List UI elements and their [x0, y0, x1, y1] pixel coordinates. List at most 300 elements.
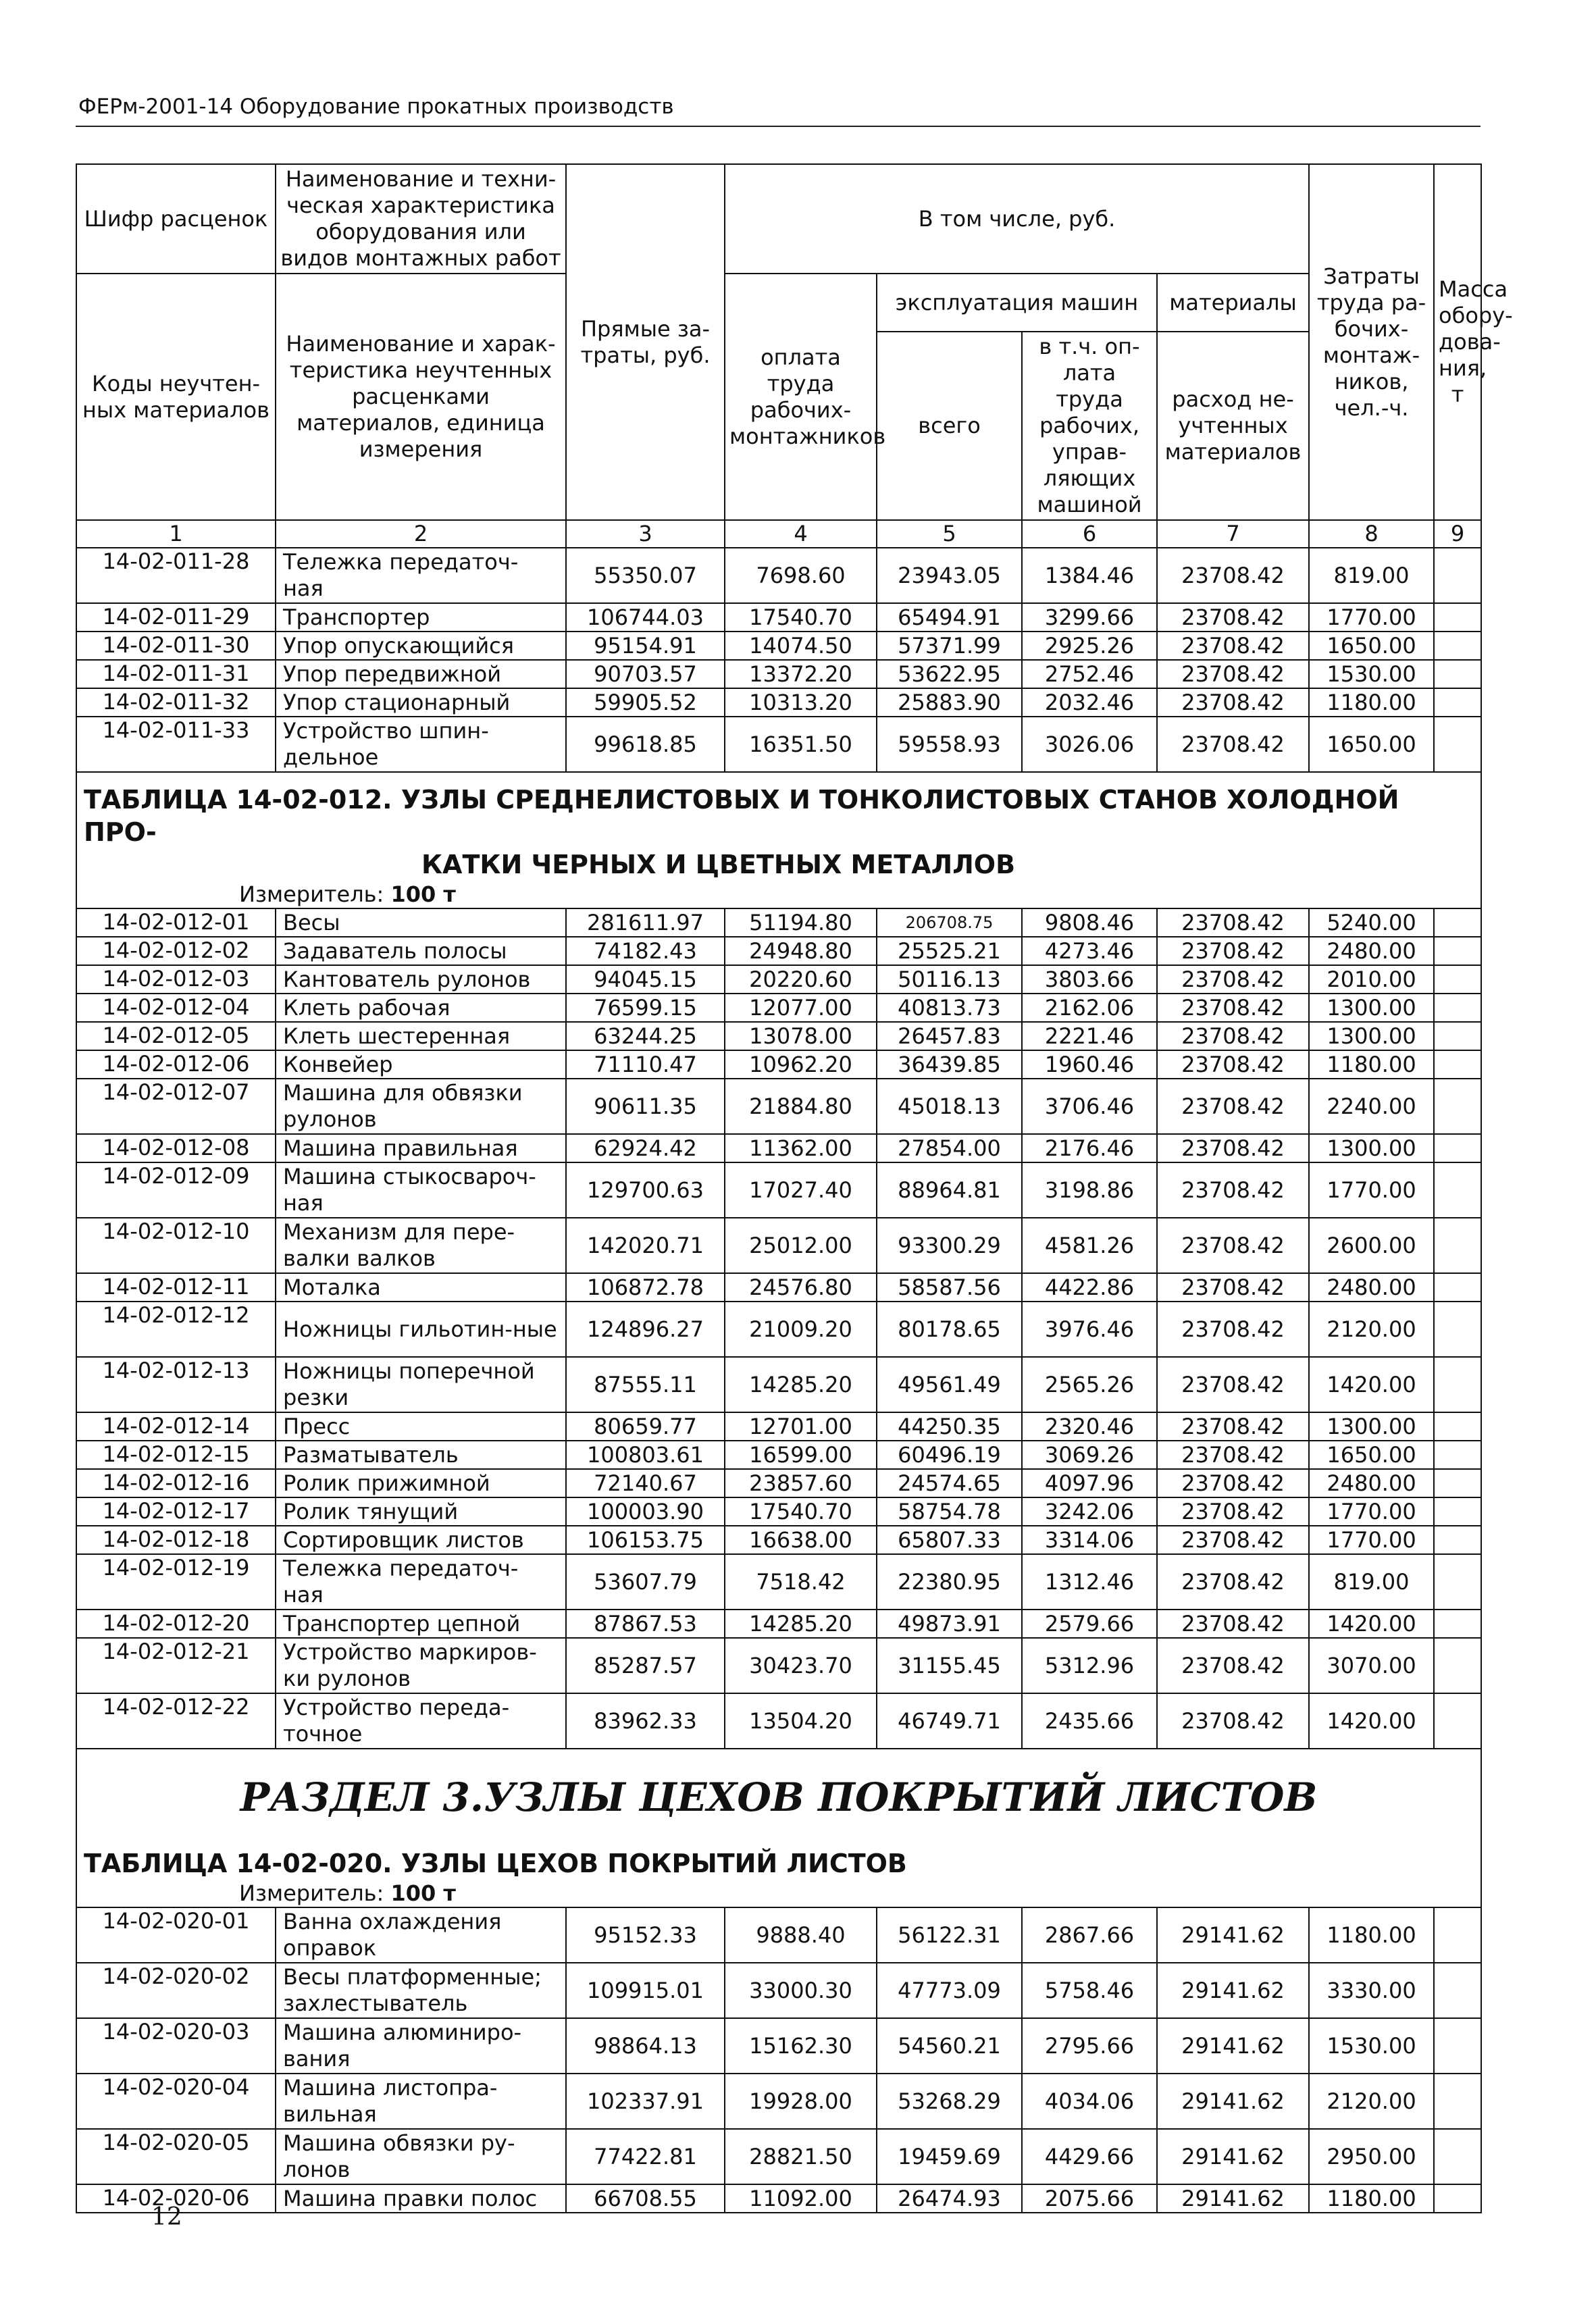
- rate-code: 14-02-012-22: [76, 1693, 276, 1749]
- equipment-mass: [1434, 908, 1481, 937]
- installer-wages: 13504.20: [725, 1693, 877, 1749]
- header-row-1: [76, 164, 1481, 274]
- machine-operator-wages: 2795.66: [1022, 2018, 1157, 2074]
- machine-operator-wages: 2579.66: [1022, 1610, 1157, 1638]
- document-header: ФЕРм-2001-14 Оборудование прокатных производств: [78, 95, 674, 119]
- direct-costs: 281611.97: [566, 908, 725, 937]
- labor-hours: 1650.00: [1309, 717, 1434, 772]
- machines-total: 49873.91: [877, 1610, 1022, 1638]
- rate-name: Тележка передаточ-ная: [276, 1554, 566, 1610]
- machine-operator-wages: 1960.46: [1022, 1050, 1157, 1079]
- rate-name: Клеть рабочая: [276, 994, 566, 1022]
- table-row: [76, 2074, 1481, 2129]
- machines-total: 25883.90: [877, 688, 1022, 717]
- rate-name: Машина листопра-вильная: [276, 2074, 566, 2129]
- labor-hours: 1300.00: [1309, 1134, 1434, 1162]
- col-machines-total: всего: [877, 332, 1022, 520]
- col-mass: Масса обору-дова-ния, т: [1434, 164, 1481, 520]
- table-row: [76, 548, 1481, 603]
- rate-name: Клеть шестеренная: [276, 1022, 566, 1050]
- installer-wages: 16599.00: [725, 1441, 877, 1469]
- table-row: [76, 688, 1481, 717]
- table-row: [76, 1162, 1481, 1218]
- equipment-mass: [1434, 1079, 1481, 1134]
- table-row: [76, 1302, 1481, 1357]
- col-number: 8: [1309, 520, 1434, 548]
- direct-costs: 90611.35: [566, 1079, 725, 1134]
- equipment-mass: [1434, 2184, 1481, 2213]
- rate-name: Машина правки полос: [276, 2184, 566, 2213]
- equipment-mass: [1434, 688, 1481, 717]
- rate-code: 14-02-011-31: [76, 660, 276, 688]
- rate-name: Механизм для пере-валки валков: [276, 1218, 566, 1273]
- machines-total: 40813.73: [877, 994, 1022, 1022]
- direct-costs: 98864.13: [566, 2018, 725, 2074]
- col-incl: В том числе, руб.: [725, 164, 1309, 274]
- installer-wages: 9888.40: [725, 1907, 877, 1963]
- machine-operator-wages: 4034.06: [1022, 2074, 1157, 2129]
- installer-wages: 12077.00: [725, 994, 877, 1022]
- machines-total: 47773.09: [877, 1963, 1022, 2018]
- direct-costs: 55350.07: [566, 548, 725, 603]
- direct-costs: 90703.57: [566, 660, 725, 688]
- col-number: 1: [76, 520, 276, 548]
- equipment-mass: [1434, 1302, 1481, 1357]
- labor-hours: 1180.00: [1309, 688, 1434, 717]
- machine-operator-wages: 3069.26: [1022, 1441, 1157, 1469]
- materials: 23708.42: [1157, 1134, 1309, 1162]
- table-row: [76, 1134, 1481, 1162]
- installer-wages: 10962.20: [725, 1050, 877, 1079]
- table-row: [76, 1693, 1481, 1749]
- direct-costs: 95152.33: [566, 1907, 725, 1963]
- rates-table: [76, 163, 1513, 2213]
- table-row: [76, 1357, 1481, 1412]
- installer-wages: 30423.70: [725, 1638, 877, 1693]
- rate-name: Устройство маркиров-ки рулонов: [276, 1638, 566, 1693]
- machine-operator-wages: 3242.06: [1022, 1497, 1157, 1526]
- equipment-mass: [1434, 1693, 1481, 1749]
- machines-total: 53268.29: [877, 2074, 1022, 2129]
- rate-code: 14-02-012-09: [76, 1162, 276, 1218]
- rate-code: 14-02-012-21: [76, 1638, 276, 1693]
- rate-name: Транспортер: [276, 603, 566, 632]
- rate-code: 14-02-020-03: [76, 2018, 276, 2074]
- machine-operator-wages: 5758.46: [1022, 1963, 1157, 2018]
- labor-hours: 2950.00: [1309, 2129, 1434, 2184]
- meter-label: Измеритель:: [239, 881, 384, 907]
- rate-code: 14-02-012-08: [76, 1134, 276, 1162]
- col-materials: материалы: [1157, 274, 1309, 332]
- machines-total: 93300.29: [877, 1218, 1022, 1273]
- header-row-2: [76, 274, 1481, 332]
- machines-total: 65494.91: [877, 603, 1022, 632]
- materials: 23708.42: [1157, 632, 1309, 660]
- materials: 29141.62: [1157, 1963, 1309, 2018]
- equipment-mass: [1434, 717, 1481, 772]
- machines-total: 65807.33: [877, 1526, 1022, 1554]
- labor-hours: 819.00: [1309, 1554, 1434, 1610]
- machines-total: 26457.83: [877, 1022, 1022, 1050]
- materials: 23708.42: [1157, 965, 1309, 994]
- labor-hours: 1770.00: [1309, 603, 1434, 632]
- labor-hours: 2480.00: [1309, 1273, 1434, 1302]
- table-020-title: ТАБЛИЦА 14-02-020. УЗЛЫ ЦЕХОВ ПОКРЫТИЙ ЛИСТОВ: [84, 1849, 907, 1878]
- machine-operator-wages: 1312.46: [1022, 1554, 1157, 1610]
- meter-label: Измеритель:: [239, 1880, 384, 1906]
- machines-total: 31155.45: [877, 1638, 1022, 1693]
- labor-hours: 2480.00: [1309, 1469, 1434, 1497]
- table-row: [76, 1638, 1481, 1693]
- machine-operator-wages: 2032.46: [1022, 688, 1157, 717]
- column-numbers-row: [76, 520, 1481, 548]
- rate-name: Сортировщик листов: [276, 1526, 566, 1554]
- rate-code: 14-02-011-29: [76, 603, 276, 632]
- rate-name: Кантователь рулонов: [276, 965, 566, 994]
- table-body: [76, 164, 1513, 2213]
- rate-name: Ножницы гильотин-ные: [276, 1302, 566, 1357]
- col-number: 7: [1157, 520, 1309, 548]
- rate-code: 14-02-012-19: [76, 1554, 276, 1610]
- labor-hours: 1650.00: [1309, 1441, 1434, 1469]
- rate-code: 14-02-012-11: [76, 1273, 276, 1302]
- labor-hours: 1300.00: [1309, 1022, 1434, 1050]
- rate-code: 14-02-012-01: [76, 908, 276, 937]
- rate-name: Конвейер: [276, 1050, 566, 1079]
- col-machines: эксплуатация машин: [877, 274, 1157, 332]
- table-row: [76, 1273, 1481, 1302]
- direct-costs: 100803.61: [566, 1441, 725, 1469]
- direct-costs: 106153.75: [566, 1526, 725, 1554]
- machine-operator-wages: 3198.86: [1022, 1162, 1157, 1218]
- materials: 23708.42: [1157, 717, 1309, 772]
- machines-total: 36439.85: [877, 1050, 1022, 1079]
- installer-wages: 15162.30: [725, 2018, 877, 2074]
- installer-wages: 14285.20: [725, 1610, 877, 1638]
- equipment-mass: [1434, 1050, 1481, 1079]
- table-row: [76, 937, 1481, 965]
- direct-costs: 124896.27: [566, 1302, 725, 1357]
- table-012-title-row: [76, 772, 1481, 908]
- machine-operator-wages: 4581.26: [1022, 1218, 1157, 1273]
- equipment-mass: [1434, 994, 1481, 1022]
- rate-code: 14-02-012-10: [76, 1218, 276, 1273]
- labor-hours: 1180.00: [1309, 2184, 1434, 2213]
- machine-operator-wages: 2075.66: [1022, 2184, 1157, 2213]
- rate-name: Ролик прижимной: [276, 1469, 566, 1497]
- installer-wages: 20220.60: [725, 965, 877, 994]
- labor-hours: 3330.00: [1309, 1963, 1434, 2018]
- equipment-mass: [1434, 2074, 1481, 2129]
- materials: 23708.42: [1157, 688, 1309, 717]
- materials: 29141.62: [1157, 2018, 1309, 2074]
- materials: 23708.42: [1157, 1610, 1309, 1638]
- installer-wages: 13078.00: [725, 1022, 877, 1050]
- table-row: [76, 2018, 1481, 2074]
- materials: 23708.42: [1157, 1218, 1309, 1273]
- col-labor: Затраты труда ра-бочих-монтаж-ников, чел.-ч.: [1309, 164, 1434, 520]
- installer-wages: 11362.00: [725, 1134, 877, 1162]
- machine-operator-wages: 1384.46: [1022, 548, 1157, 603]
- materials: 23708.42: [1157, 1302, 1309, 1357]
- machine-operator-wages: 3976.46: [1022, 1302, 1157, 1357]
- rate-name: Тележка передаточ-ная: [276, 548, 566, 603]
- machine-operator-wages: 2752.46: [1022, 660, 1157, 688]
- machine-operator-wages: 5312.96: [1022, 1638, 1157, 1693]
- direct-costs: 102337.91: [566, 2074, 725, 2129]
- rate-code: 14-02-012-15: [76, 1441, 276, 1469]
- machine-operator-wages: 9808.46: [1022, 908, 1157, 937]
- labor-hours: 1180.00: [1309, 1907, 1434, 1963]
- rate-code: 14-02-020-06: [76, 2184, 276, 2213]
- rate-name: Упор передвижной: [276, 660, 566, 688]
- materials: 29141.62: [1157, 2074, 1309, 2129]
- materials: 23708.42: [1157, 1638, 1309, 1693]
- materials: 29141.62: [1157, 2184, 1309, 2213]
- installer-wages: 17540.70: [725, 603, 877, 632]
- direct-costs: 63244.25: [566, 1022, 725, 1050]
- direct-costs: 59905.52: [566, 688, 725, 717]
- installer-wages: 19928.00: [725, 2074, 877, 2129]
- equipment-mass: [1434, 1162, 1481, 1218]
- installer-wages: 51194.80: [725, 908, 877, 937]
- materials: 23708.42: [1157, 603, 1309, 632]
- installer-wages: 25012.00: [725, 1218, 877, 1273]
- table-row: [76, 2184, 1481, 2213]
- direct-costs: 106744.03: [566, 603, 725, 632]
- machines-total: 19459.69: [877, 2129, 1022, 2184]
- labor-hours: 2480.00: [1309, 937, 1434, 965]
- rate-name: Машина алюминиро-вания: [276, 2018, 566, 2074]
- rate-name: Машина стыкосвароч-ная: [276, 1162, 566, 1218]
- rate-name: Машина обвязки ру-лонов: [276, 2129, 566, 2184]
- equipment-mass: [1434, 660, 1481, 688]
- labor-hours: 1300.00: [1309, 1412, 1434, 1441]
- table-row: [76, 1022, 1481, 1050]
- materials: 23708.42: [1157, 1497, 1309, 1526]
- table-row: [76, 717, 1481, 772]
- machines-total: 206708.75: [877, 908, 1022, 937]
- table-row: [76, 1218, 1481, 1273]
- col-number: 2: [276, 520, 566, 548]
- rate-name: Моталка: [276, 1273, 566, 1302]
- installer-wages: 23857.60: [725, 1469, 877, 1497]
- direct-costs: 99618.85: [566, 717, 725, 772]
- rate-code: 14-02-012-13: [76, 1357, 276, 1412]
- table-row: [76, 1497, 1481, 1526]
- table-row: [76, 1469, 1481, 1497]
- table-row: [76, 2129, 1481, 2184]
- table-row: [76, 632, 1481, 660]
- page-number: 12: [151, 2203, 182, 2231]
- machines-total: 54560.21: [877, 2018, 1022, 2074]
- materials: 23708.42: [1157, 1693, 1309, 1749]
- rate-name: Транспортер цепной: [276, 1610, 566, 1638]
- machines-total: 60496.19: [877, 1441, 1022, 1469]
- equipment-mass: [1434, 937, 1481, 965]
- machine-operator-wages: 2925.26: [1022, 632, 1157, 660]
- equipment-mass: [1434, 1497, 1481, 1526]
- machines-total: 27854.00: [877, 1134, 1022, 1162]
- direct-costs: 53607.79: [566, 1554, 725, 1610]
- direct-costs: 76599.15: [566, 994, 725, 1022]
- direct-costs: 87867.53: [566, 1610, 725, 1638]
- direct-costs: 72140.67: [566, 1469, 725, 1497]
- machine-operator-wages: 3314.06: [1022, 1526, 1157, 1554]
- labor-hours: 1650.00: [1309, 632, 1434, 660]
- rate-name: Ванна охлаждения оправок: [276, 1907, 566, 1963]
- equipment-mass: [1434, 1273, 1481, 1302]
- labor-hours: 1420.00: [1309, 1693, 1434, 1749]
- rate-code: 14-02-020-04: [76, 2074, 276, 2129]
- machines-total: 53622.95: [877, 660, 1022, 688]
- table-012-meter: [84, 881, 1474, 908]
- equipment-mass: [1434, 632, 1481, 660]
- table-row: [76, 908, 1481, 937]
- installer-wages: 10313.20: [725, 688, 877, 717]
- machine-operator-wages: 4429.66: [1022, 2129, 1157, 2184]
- installer-wages: 33000.30: [725, 1963, 877, 2018]
- installer-wages: 12701.00: [725, 1412, 877, 1441]
- equipment-mass: [1434, 1357, 1481, 1412]
- labor-hours: 1770.00: [1309, 1497, 1434, 1526]
- table-row: [76, 1610, 1481, 1638]
- rate-name: Машина правильная: [276, 1134, 566, 1162]
- table-row: [76, 1050, 1481, 1079]
- rate-name: Задаватель полосы: [276, 937, 566, 965]
- installer-wages: 13372.20: [725, 660, 877, 688]
- installer-wages: 11092.00: [725, 2184, 877, 2213]
- equipment-mass: [1434, 1022, 1481, 1050]
- installer-wages: 17540.70: [725, 1497, 877, 1526]
- machines-total: 58587.56: [877, 1273, 1022, 1302]
- rate-code: 14-02-012-20: [76, 1610, 276, 1638]
- machine-operator-wages: 4273.46: [1022, 937, 1157, 965]
- installer-wages: 17027.40: [725, 1162, 877, 1218]
- machines-total: 49561.49: [877, 1357, 1022, 1412]
- materials: 23708.42: [1157, 1022, 1309, 1050]
- rate-code: 14-02-020-01: [76, 1907, 276, 1963]
- table-row: [76, 603, 1481, 632]
- labor-hours: 1420.00: [1309, 1610, 1434, 1638]
- table-row: [76, 965, 1481, 994]
- equipment-mass: [1434, 2129, 1481, 2184]
- rate-code: 14-02-020-02: [76, 1963, 276, 2018]
- direct-costs: 85287.57: [566, 1638, 725, 1693]
- rate-code: 14-02-012-14: [76, 1412, 276, 1441]
- machines-total: 59558.93: [877, 717, 1022, 772]
- labor-hours: 5240.00: [1309, 908, 1434, 937]
- rate-code: 14-02-012-17: [76, 1497, 276, 1526]
- machines-total: 26474.93: [877, 2184, 1022, 2213]
- rate-code: 14-02-011-30: [76, 632, 276, 660]
- table-row: [76, 1079, 1481, 1134]
- table-row: [76, 1412, 1481, 1441]
- rate-code: 14-02-012-03: [76, 965, 276, 994]
- installer-wages: 16638.00: [725, 1526, 877, 1554]
- materials: 23708.42: [1157, 1441, 1309, 1469]
- machine-operator-wages: 3299.66: [1022, 603, 1157, 632]
- materials: 23708.42: [1157, 994, 1309, 1022]
- section-3-row: [76, 1749, 1481, 1907]
- installer-wages: 21009.20: [725, 1302, 877, 1357]
- equipment-mass: [1434, 1218, 1481, 1273]
- equipment-mass: [1434, 1441, 1481, 1469]
- installer-wages: 28821.50: [725, 2129, 877, 2184]
- direct-costs: 142020.71: [566, 1218, 725, 1273]
- table-012-title: [84, 773, 1474, 881]
- installer-wages: 7518.42: [725, 1554, 877, 1610]
- rate-name: Ролик тянущий: [276, 1497, 566, 1526]
- equipment-mass: [1434, 1963, 1481, 2018]
- machines-total: 25525.21: [877, 937, 1022, 965]
- machine-operator-wages: 3026.06: [1022, 717, 1157, 772]
- installer-wages: 24948.80: [725, 937, 877, 965]
- equipment-mass: [1434, 1469, 1481, 1497]
- installer-wages: 14074.50: [725, 632, 877, 660]
- direct-costs: 109915.01: [566, 1963, 725, 2018]
- rate-name: Упор опускающийся: [276, 632, 566, 660]
- equipment-mass: [1434, 2018, 1481, 2074]
- col-number: 4: [725, 520, 877, 548]
- rate-code: 14-02-012-04: [76, 994, 276, 1022]
- table-020-meter: [84, 1880, 1474, 1907]
- equipment-mass: [1434, 1412, 1481, 1441]
- direct-costs: 77422.81: [566, 2129, 725, 2184]
- machines-total: 56122.31: [877, 1907, 1022, 1963]
- machines-total: 50116.13: [877, 965, 1022, 994]
- installer-wages: 16351.50: [725, 717, 877, 772]
- materials: 23708.42: [1157, 937, 1309, 965]
- materials: 23708.42: [1157, 1357, 1309, 1412]
- machine-operator-wages: 4422.86: [1022, 1273, 1157, 1302]
- direct-costs: 74182.43: [566, 937, 725, 965]
- labor-hours: 2120.00: [1309, 2074, 1434, 2129]
- direct-costs: 80659.77: [566, 1412, 725, 1441]
- equipment-mass: [1434, 603, 1481, 632]
- rate-name: Упор стационарный: [276, 688, 566, 717]
- machines-total: 44250.35: [877, 1412, 1022, 1441]
- rate-code: 14-02-012-06: [76, 1050, 276, 1079]
- materials: 23708.42: [1157, 1554, 1309, 1610]
- labor-hours: 2240.00: [1309, 1079, 1434, 1134]
- table-row: [76, 1554, 1481, 1610]
- col-direct: Прямые за-траты, руб.: [566, 164, 725, 520]
- machine-operator-wages: 2162.06: [1022, 994, 1157, 1022]
- direct-costs: 95154.91: [566, 632, 725, 660]
- materials: 23708.42: [1157, 548, 1309, 603]
- installer-wages: 21884.80: [725, 1079, 877, 1134]
- direct-costs: 87555.11: [566, 1357, 725, 1412]
- col-number: 3: [566, 520, 725, 548]
- machine-operator-wages: 2221.46: [1022, 1022, 1157, 1050]
- labor-hours: 1770.00: [1309, 1162, 1434, 1218]
- machines-total: 88964.81: [877, 1162, 1022, 1218]
- materials: 23708.42: [1157, 1079, 1309, 1134]
- header-rule: [76, 126, 1481, 127]
- rate-name: Весы платформенные; захлестыватель: [276, 1963, 566, 2018]
- labor-hours: 1770.00: [1309, 1526, 1434, 1554]
- labor-hours: 1300.00: [1309, 994, 1434, 1022]
- rate-code: 14-02-012-07: [76, 1079, 276, 1134]
- materials: 23708.42: [1157, 1273, 1309, 1302]
- rate-name: Разматыватель: [276, 1441, 566, 1469]
- machine-operator-wages: 4097.96: [1022, 1469, 1157, 1497]
- installer-wages: 24576.80: [725, 1273, 877, 1302]
- table-row: [76, 660, 1481, 688]
- direct-costs: 129700.63: [566, 1162, 725, 1218]
- meter-value: 100 т: [390, 881, 456, 907]
